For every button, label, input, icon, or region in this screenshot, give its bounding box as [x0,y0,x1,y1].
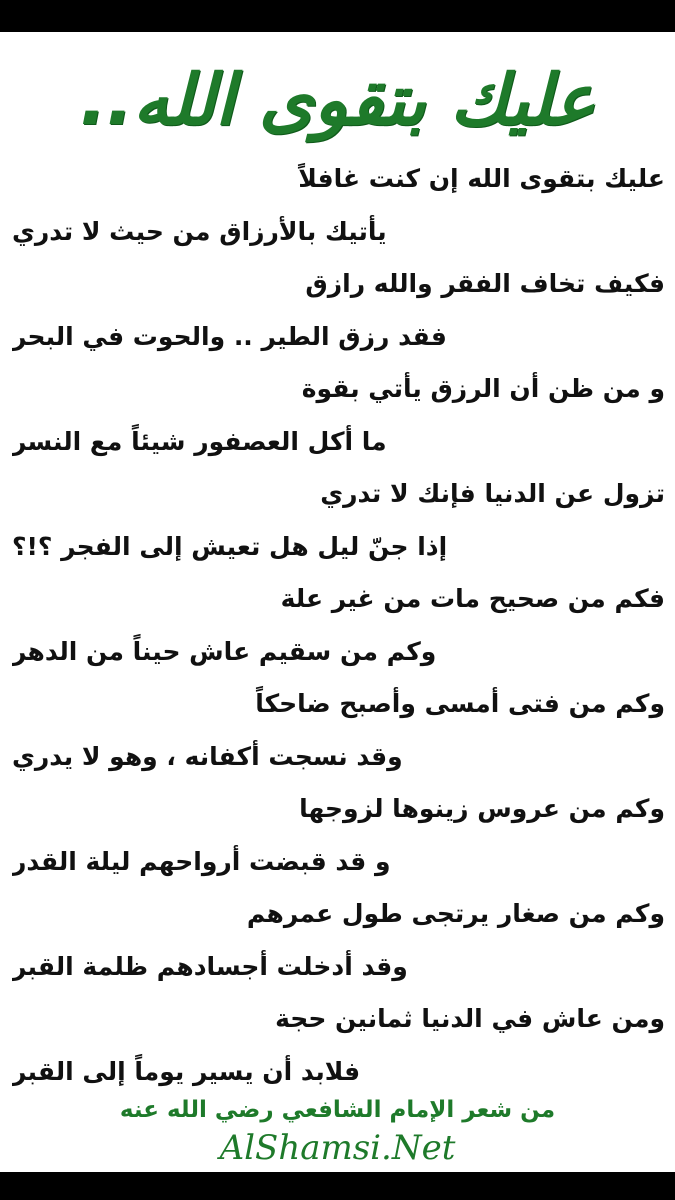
verse-line-9: فكم من صحيح مات من غير علة [280,584,665,613]
website-watermark: AlShamsi.Net [219,1128,456,1168]
verse-line-2: يأتيك بالأرزاق من حيث لا تدري [12,217,387,246]
verse-line-3: فكيف تخاف الفقر والله رازق [305,269,665,298]
verse-line-17: ومن عاش في الدنيا ثمانين حجة [275,1004,665,1033]
poem-title: عليك بتقوى الله.. [79,59,596,141]
verse-line-5: و من ظن أن الرزق يأتي بقوة [301,374,665,403]
verse-line-1: عليك بتقوى الله إن كنت غافلاً [298,164,665,193]
verse-line-10: وكم من سقيم عاش حيناً من الدهر [12,637,437,666]
verse-line-18: فلابد أن يسير يوماً إلى القبر [12,1057,361,1086]
poem-card [0,32,675,1172]
verse-line-14: و قد قبضت أرواحهم ليلة القدر [12,847,391,876]
verse-line-12: وقد نسجت أكفانه ، وهو لا يدري [12,742,403,771]
verse-line-8: إذا جنّ ليل هل تعيش إلى الفجر ؟!؟ [12,532,448,561]
verse-line-13: وكم من عروس زينوها لزوجها [299,794,665,823]
verse-line-16: وقد أدخلت أجسادهم ظلمة القبر [12,952,408,981]
verse-line-11: وكم من فتى أمسى وأصبح ضاحكاً [255,689,665,718]
verse-line-15: وكم من صغار يرتجى طول عمرهم [246,899,665,928]
verse-line-7: تزول عن الدنيا فإنك لا تدري [320,479,665,508]
verse-line-4: فقد رزق الطير .. والحوت في البحر [12,322,447,351]
poet-attribution: من شعر الإمام الشافعي رضي الله عنه [119,1097,556,1123]
verse-line-6: ما أكل العصفور شيئاً مع النسر [12,427,387,456]
